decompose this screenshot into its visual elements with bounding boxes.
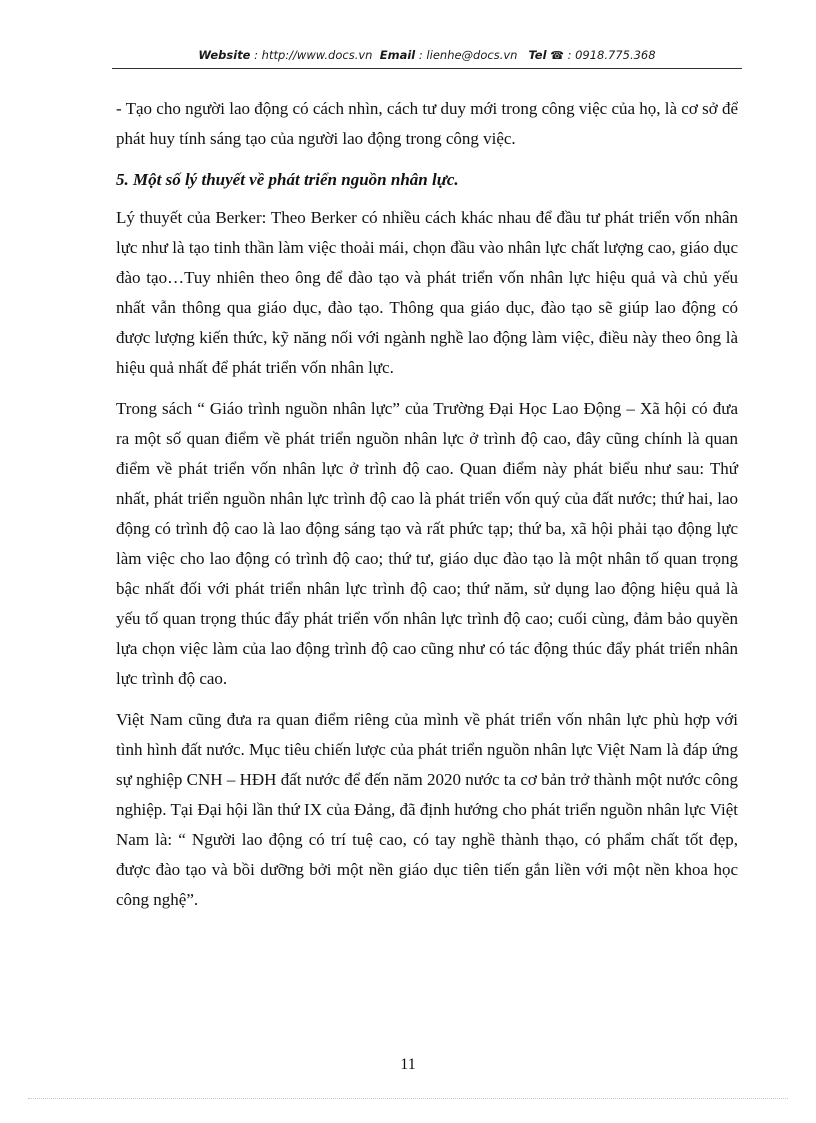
paragraph-vietnam-views: Việt Nam cũng đưa ra quan điểm riêng của mình về phát triển vốn nhân lực phù hợp với tình hình đất nước. Mục tiêu chiến lược của phát triển nguồn nhân lực Việt Nam là đáp ứng sự nghiệp CNH – HĐH đất nước để đến năm 2020 nước ta cơ bản trở thành một nước công nghiệp. Tại Đại hội lần thứ IX của Đảng, đã định hướng cho phát triển nguồn nhân lực Việt Nam là: “ Người lao động có trí tuệ cao, có tay nghề thành thạo, có phẩm chất tốt đẹp, được đào tạo và bồi dưỡng bởi một nền giáo dục tiên tiến gắn liền với một nền khoa học công nghệ”. <box>116 710 738 909</box>
page-header <box>112 46 742 69</box>
website-label: Website <box>198 48 251 62</box>
paragraph-textbook-views: Trong sách “ Giáo trình nguồn nhân lực” của Trường Đại Học Lao Động – Xã hội có đưa ra một số quan điểm về phát triển nguồn nhân lực ở trình độ cao, đây cũng chính là quan điểm về phát triển vốn nhân lực ở trình độ cao. Quan điểm này phát biểu như sau: Thứ nhất, phát triển nguồn nhân lực trình độ cao là phát triển vốn quý của đất nước; thứ hai, lao động có trình độ cao là lao động sáng tạo và rất phức tạp; thứ ba, xã hội phải tạo động lực làm việc cho lao động có trình độ cao; thứ tư, giáo dục đào tạo là một nhân tố quan trọng bậc nhất đối với phát triển nhân lực trình độ cao; thứ năm, sử dụng lao động hiệu quả là yếu tố quan trọng thúc đẩy phát triển vốn nhân lực trình độ cao; cuối cùng, đảm bảo quyền lựa chọn việc làm của lao động trình độ cao cũng như có tác động thúc đẩy phát triển nhân lực trình độ cao. <box>116 399 738 688</box>
tel-label: Tel <box>528 48 547 62</box>
email-label: Email <box>379 48 416 62</box>
page-number: 11 <box>400 1056 416 1073</box>
intro-bullet: - Tạo cho người lao động có cách nhìn, cách tư duy mới trong công việc của họ, là cơ sở để phát huy tính sáng tạo của người lao động trong công việc. <box>116 99 738 148</box>
page-bottom-divider <box>28 1098 788 1099</box>
phone-icon: ☎ <box>550 49 564 62</box>
email-link[interactable]: : lienhe@docs.vn <box>418 48 518 62</box>
website-link[interactable]: : http://www.docs.vn <box>254 48 373 62</box>
paragraph-berker-theory: Lý thuyết của Berker: Theo Berker có nhiều cách khác nhau để đầu tư phát triển vốn nhân lực như là tạo tinh thần làm việc thoải mái, chọn đầu vào nhân lực chất lượng cao, giáo dục đào tạo…Tuy nhiên theo ông để đào tạo và phát triển vốn nhân lực hiệu quả và chủ yếu nhất vẫn thông qua giáo dục, đào tạo. Thông qua giáo dục, đào tạo sẽ giúp lao động có được lượng kiến thức, kỹ năng nối với ngành nghề lao động làm việc, điều này theo ông là hiệu quả nhất để phát triển vốn nhân lực. <box>116 208 738 377</box>
document-body <box>116 94 738 926</box>
section-heading: 5. Một số lý thuyết về phát triển nguồn nhân lực. <box>116 170 459 189</box>
tel-number: : 0918.775.368 <box>567 48 656 62</box>
